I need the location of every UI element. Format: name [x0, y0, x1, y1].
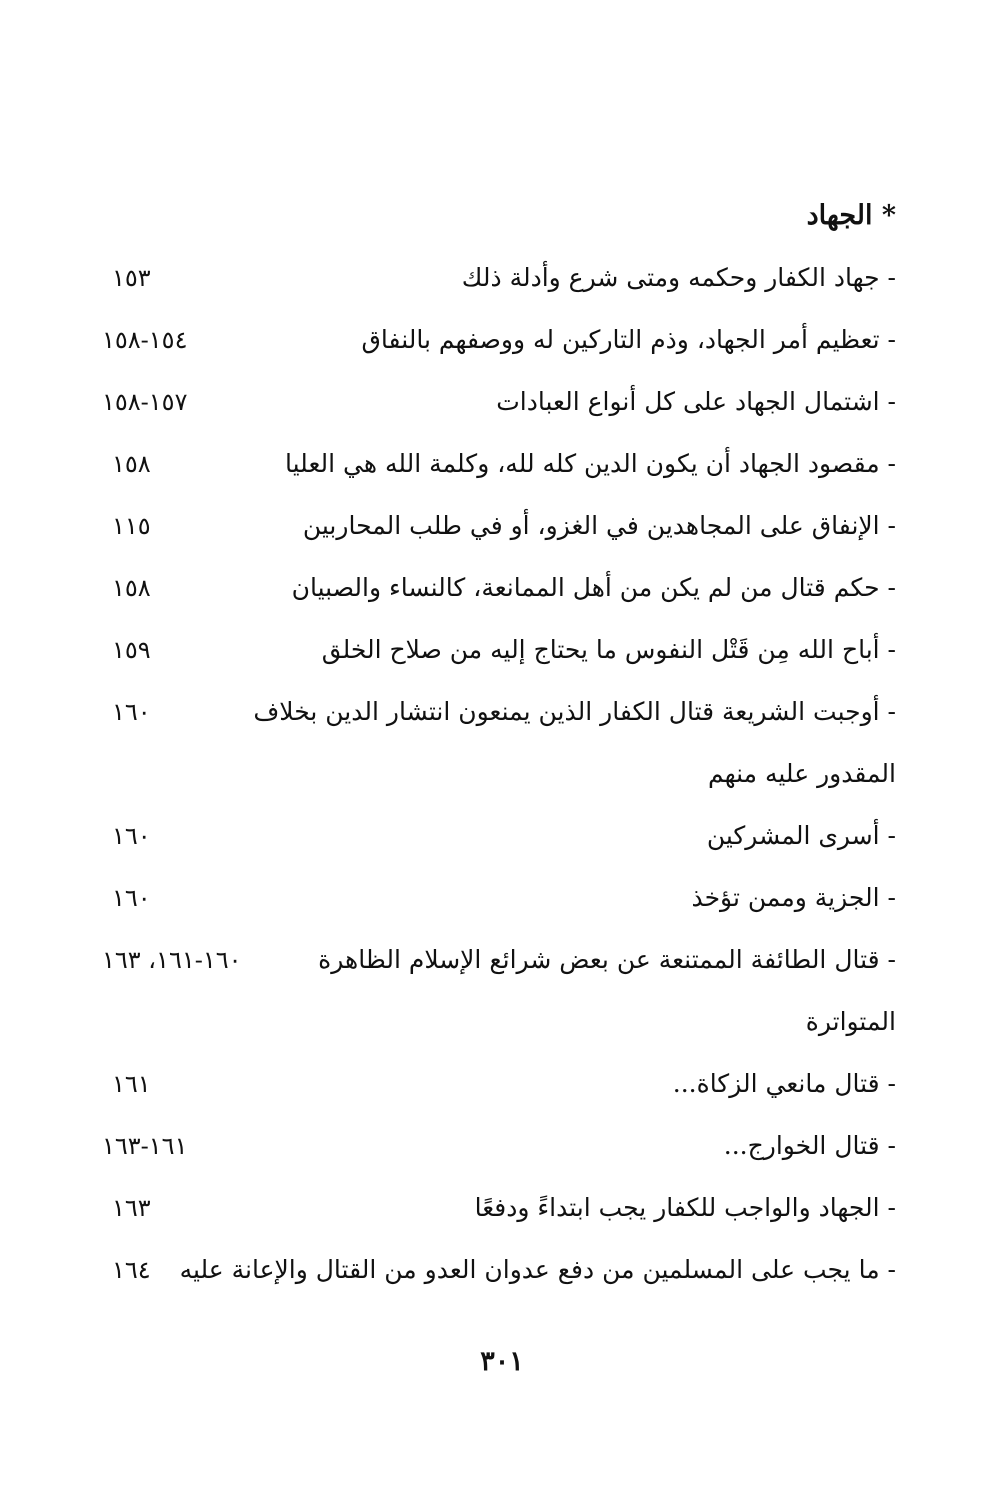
entry-page: ١٥٧-١٥٨	[102, 388, 188, 416]
index-entry	[100, 688, 896, 750]
section-heading: * الجهاد	[806, 200, 896, 231]
entry-text: - جهاد الكفار وحكمه ومتى شرع وأدلة ذلك	[461, 263, 896, 292]
index-entry	[100, 502, 896, 564]
entry-text: - أوجبت الشريعة قتال الكفار الذين يمنعون انتشار الدين بخلاف	[253, 697, 896, 726]
entry-page: ١٦٠	[112, 884, 151, 912]
entry-page: ١٦١	[112, 1070, 151, 1098]
index-entry	[100, 1060, 896, 1122]
entry-text: - حكم قتال من لم يكن من أهل الممانعة، كالنساء والصبيان	[291, 573, 896, 602]
entry-page: ١٥٨	[112, 450, 151, 478]
entry-page: ١٥٨	[112, 574, 151, 602]
entry-page: ١٦٠	[112, 822, 151, 850]
entry-text: - أسرى المشركين	[706, 821, 896, 850]
entry-page: ١٦٠-١٦١، ١٦٣	[102, 946, 242, 974]
entry-text: - قتال مانعي الزكاة...	[672, 1069, 896, 1098]
entry-text: - تعظيم أمر الجهاد، وذم التاركين له ووصفهم بالنفاق	[361, 325, 896, 354]
entry-text: المقدور عليه منهم	[707, 759, 896, 788]
entry-page: ١٦٤	[112, 1256, 151, 1284]
entry-page: ١٦٣	[112, 1194, 151, 1222]
entry-text: المتواترة	[805, 1007, 896, 1036]
entry-text: - ما يجب على المسلمين من دفع عدوان العدو من القتال والإعانة عليه	[179, 1255, 896, 1284]
entry-text: - اشتمال الجهاد على كل أنواع العبادات	[496, 387, 896, 416]
index-entry	[100, 874, 896, 936]
entry-page: ١٥٩	[112, 636, 151, 664]
index-entry	[100, 254, 896, 316]
entry-page: ١١٥	[112, 512, 151, 540]
index-entry-continuation	[100, 998, 896, 1060]
entry-text: - الإنفاق على المجاهدين في الغزو، أو في طلب المحاربين	[302, 511, 896, 540]
index-entry	[100, 1184, 896, 1246]
page-number: ٣٠١	[480, 1346, 524, 1377]
entry-text: - الجهاد والواجب للكفار يجب ابتداءً ودفعًا	[474, 1193, 896, 1222]
index-entry	[100, 440, 896, 502]
index-entry	[100, 1122, 896, 1184]
index-entry	[100, 564, 896, 626]
index-entry	[100, 378, 896, 440]
entry-text: - أباح الله مِن قَتْل النفوس ما يحتاج إليه من صلاح الخلق	[321, 635, 896, 664]
index-entry	[100, 936, 896, 998]
entry-page: ١٦٠	[112, 698, 151, 726]
index-entry	[100, 626, 896, 688]
index-entry-continuation	[100, 750, 896, 812]
entry-page: ١٦١-١٦٣	[102, 1132, 188, 1160]
entry-page: ١٥٣	[112, 264, 151, 292]
entry-text: - قتال الخوارج...	[723, 1131, 896, 1160]
index-entry	[100, 1246, 896, 1308]
index-entries	[100, 254, 896, 1308]
entry-text: - الجزية وممن تؤخذ	[691, 883, 896, 912]
entry-text: - قتال الطائفة الممتنعة عن بعض شرائع الإسلام الظاهرة	[318, 945, 896, 974]
index-entry	[100, 812, 896, 874]
entry-text: - مقصود الجهاد أن يكون الدين كله لله، وكلمة الله هي العليا	[285, 449, 896, 478]
entry-page: ١٥٤-١٥٨	[102, 326, 188, 354]
index-entry	[100, 316, 896, 378]
